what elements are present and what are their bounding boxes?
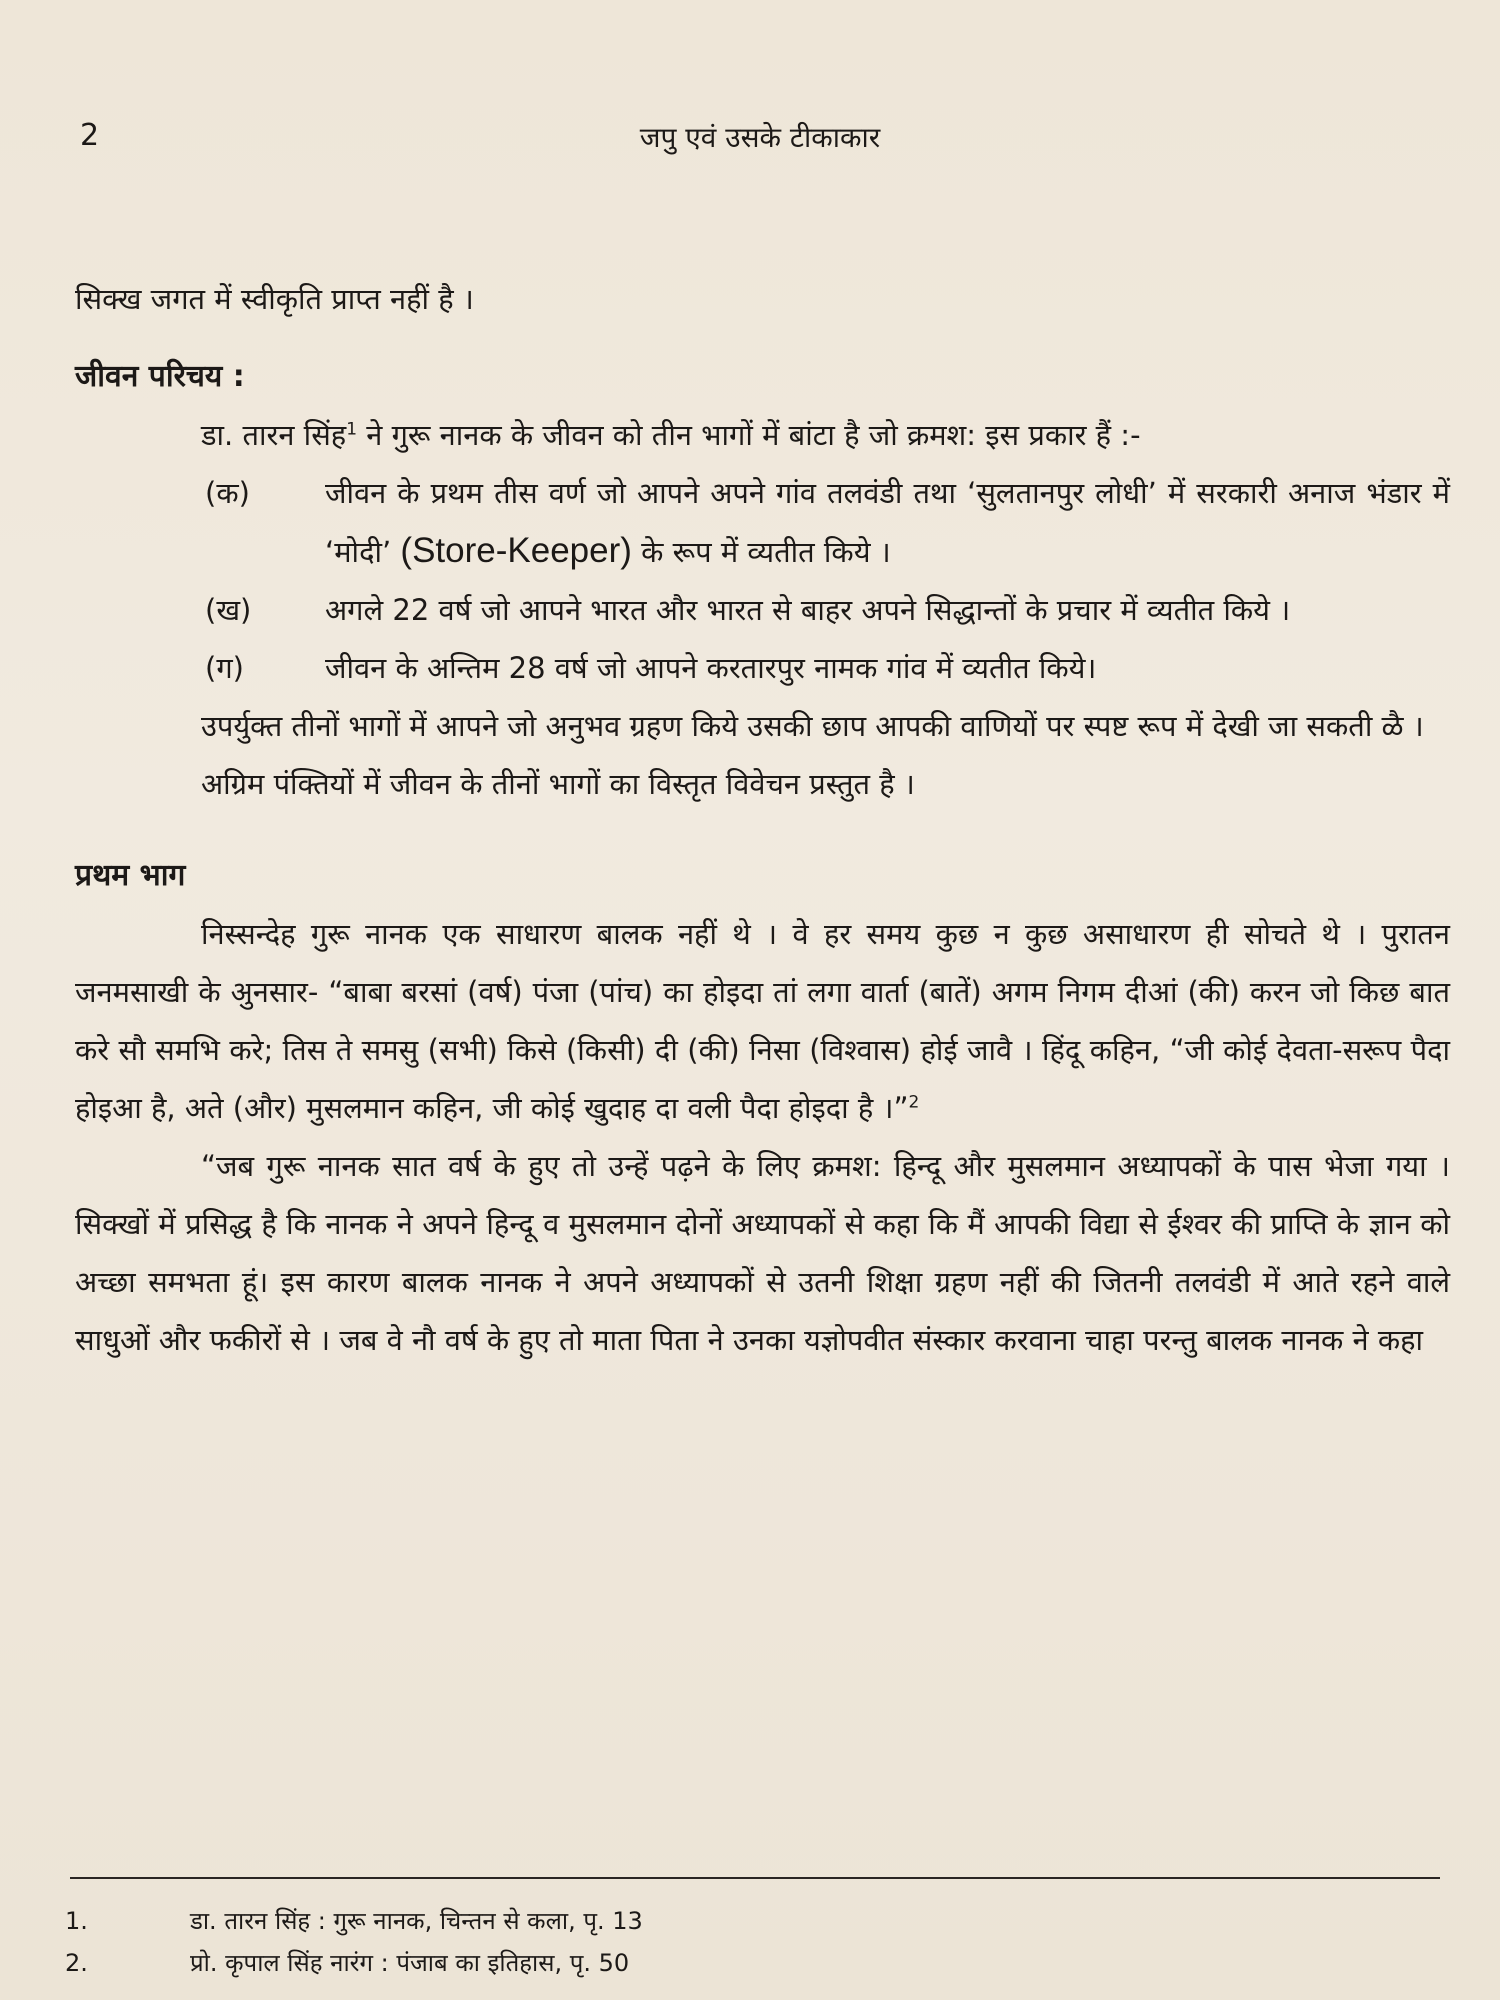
list-item-text-after: के रूप में व्यतीत किये ।: [631, 535, 891, 569]
list-item-label: (ख): [205, 593, 252, 627]
page-number: 2: [80, 118, 100, 153]
english-term: (Store-Keeper): [400, 531, 632, 570]
list-item: [205, 464, 1450, 581]
section-heading-first-part: प्रथम भाग: [75, 858, 186, 893]
footnote-text: डा. तारन सिंह : गुरू नानक, चिन्तन से कला, पृ. 13: [190, 1907, 643, 1935]
footnote: [65, 1942, 1440, 1984]
running-title: जपु एवं उसके टीकाकार: [639, 121, 881, 154]
footnote-number: 1.: [65, 1907, 88, 1935]
footnotes: [65, 1900, 1440, 1984]
paragraph-next-lines: अग्रिम पंक्तियों में जीवन के तीनों भागों का विस्तृत विवेचन प्रस्तुत है ।: [201, 767, 915, 801]
footnote-text: प्रो. कृपाल सिंह नारंग : पंजाब का इतिहास, पृ. 50: [190, 1949, 630, 1977]
list-item-label: (क): [205, 476, 250, 510]
footnote-ref-2: 2: [908, 1092, 920, 1113]
list-item-text: अगले 22 वर्ष जो आपने भारत और भारत से बाहर अपने सिद्धान्तों के प्रचार में व्यतीत किये ।: [325, 593, 1291, 627]
page-body: [75, 270, 1450, 1369]
section-heading-life-introduction: जीवन परिचय :: [75, 359, 245, 394]
paragraph-education: “जब गुरू नानक सात वर्ष के हुए तो उन्हें पढ़ने के लिए क्रमश: हिन्दू और मुसलमान अध्यापकों के पास भेजा गया । सिक्खों में प्रसिद्ध है कि नानक ने अपने हिन्दू व मुसलमान दोनों अध्यापकों से कहा कि मैं आपकी विद्या से ईश्वर की प्राप्ति के ज्ञान को अच्छा समभता हूं। इस कारण बालक नानक ने अपने अध्यापकों से उतनी शिक्षा ग्रहण नहीं की जितनी तलवंडी में आते रहने वाले साधुओं और फकीरों से । जब वे नौ वर्ष के हुए तो माता पिता ने उनका यज्ञोपवीत संस्कार करवाना चाहा परन्तु बालक नानक ने कहा: [75, 1149, 1450, 1357]
paragraph-childhood: [75, 905, 1450, 1137]
intro-text: ने गुरू नानक के जीवन को तीन भागों में बांटा है जो क्रमश: इस प्रकार हैं :-: [357, 418, 1141, 452]
paragraph-childhood-text: निस्सन्देह गुरू नानक एक साधारण बालक नहीं थे । वे हर समय कुछ न कुछ असाधारण ही सोचते थे । पुरातन जनमसाखी के अुनसार- “बाबा बरसां (वर्ष) पंजा (पांच) का होइदा तां लगा वार्ता (बातें) अगम निगम दीआं (की) करन जो किछ बात करे सौ समभि करे; तिस ते समसु (सभी) किसे (किसी) दी (की) निसा (विश्वास) होई जावै । हिंदू कहिन, “जी कोई देवता-सरूप पैदा होइआ है, अते (और) मुसलमान कहिन, जी कोई खुदाह दा वली पैदा होइदा है ।”: [75, 917, 1450, 1125]
life-phases-list: [205, 464, 1450, 697]
list-item-text-before: जीवन के प्रथम तीस वर्ण जो आपने अपने गांव तलवंडी तथा ‘सुलतानपुर लोधी’ में सरकारी अनाज भंडार में ‘मोदी’: [325, 476, 1450, 569]
footnote-number: 2.: [65, 1949, 88, 1977]
footnote: [65, 1900, 1440, 1942]
paragraph-experiences: उपर्युक्त तीनों भागों में आपने जो अनुभव ग्रहण किये उसकी छाप आपकी वाणियों पर स्पष्ट रूप में देखी जा सकती ळै ।: [201, 709, 1424, 743]
footnote-ref-1: 1: [346, 419, 358, 440]
footnote-divider: [70, 1877, 1440, 1879]
list-item-text: जीवन के अन्तिम 28 वर्ष जो आपने करतारपुर नामक गांव में व्यतीत किये।: [325, 651, 1097, 685]
intro-paragraph: [75, 406, 1450, 464]
list-item-text: [325, 464, 1450, 581]
list-item-label: (ग): [205, 651, 244, 685]
list-item: [205, 581, 1450, 639]
opening-line: सिक्ख जगत में स्वीकृति प्राप्त नहीं है ।: [75, 282, 474, 316]
author-name: डा. तारन सिंह: [201, 418, 347, 452]
page-header: [80, 118, 1440, 158]
list-item: [205, 639, 1450, 697]
